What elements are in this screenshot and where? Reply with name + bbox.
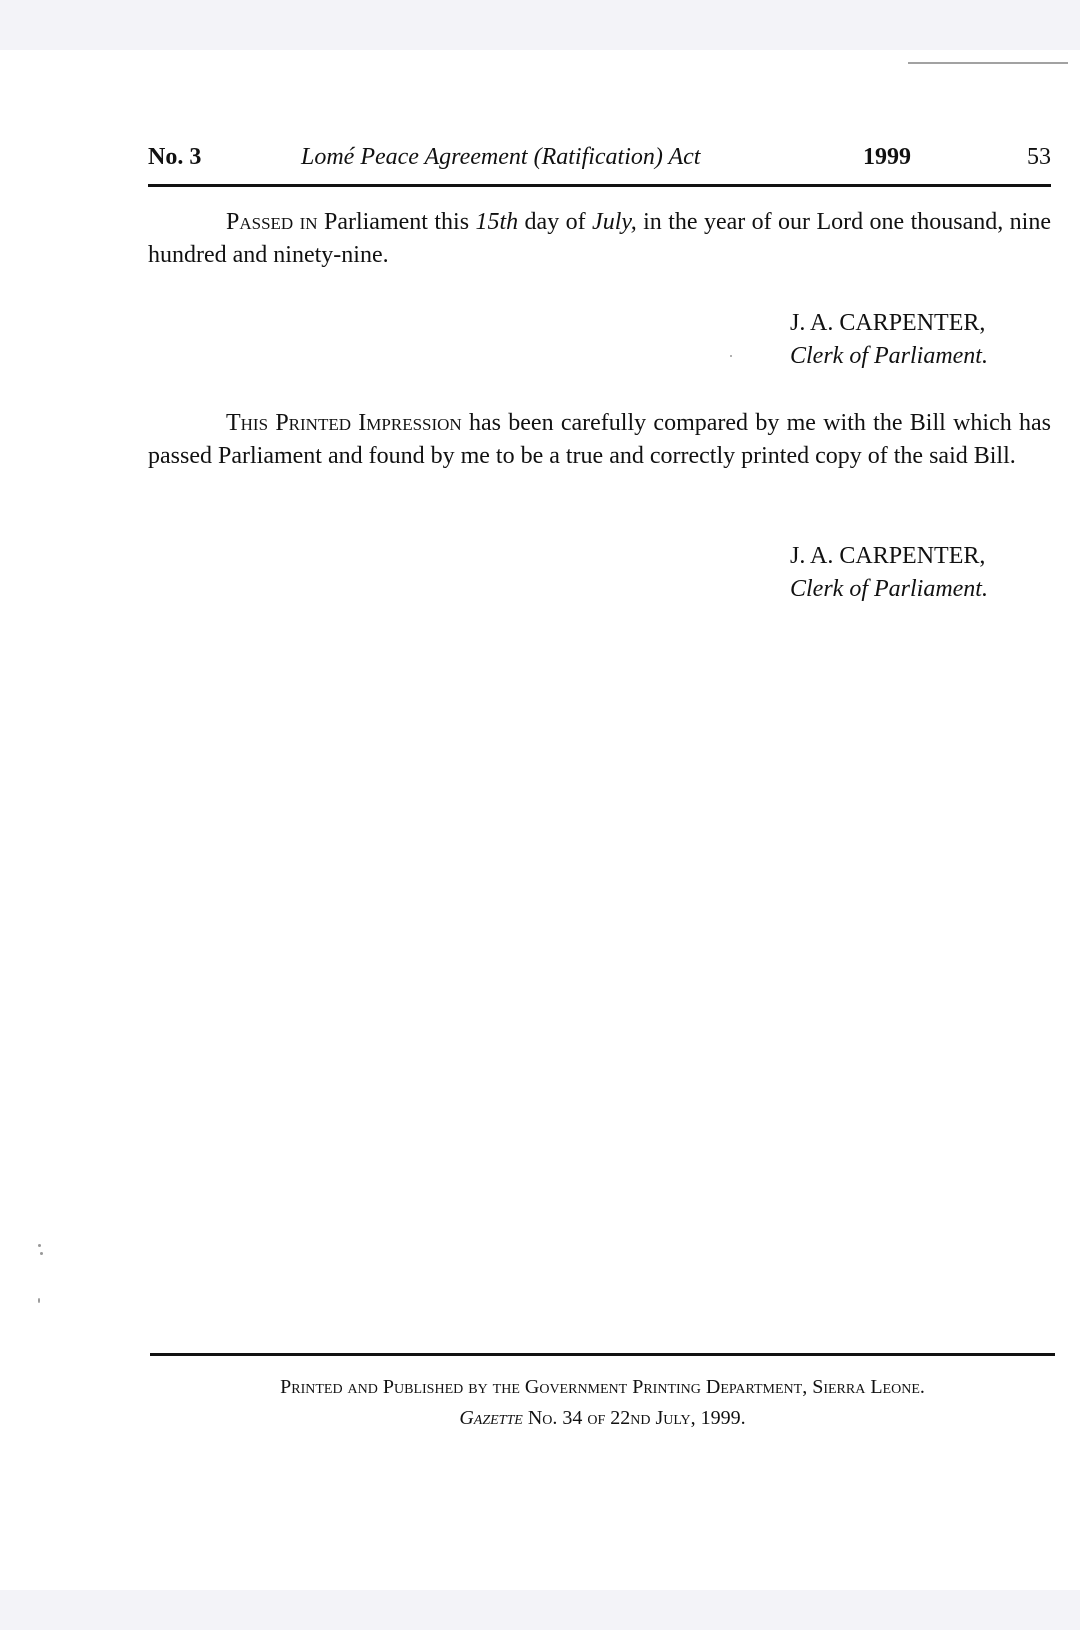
passed-text-a: Parliament this bbox=[317, 209, 476, 235]
scan-speck bbox=[38, 1244, 41, 1247]
act-year: 1999 bbox=[863, 144, 911, 170]
passed-day: 15th bbox=[475, 209, 519, 235]
scan-speck bbox=[38, 1298, 40, 1303]
signatory-name: J. A. CARPENTER, bbox=[790, 543, 986, 569]
impression-lead: This Printed Impression bbox=[226, 410, 462, 436]
act-title: Lomé Peace Agreement (Ratification) Act bbox=[301, 144, 701, 170]
passed-text-c: in the year of our Lord one thousand, nine hundred and ninety-nine. bbox=[148, 209, 1052, 268]
act-number: No. 3 bbox=[148, 144, 202, 170]
impression-text: has been carefully compared by me with the Bill which has passed Parliament and found by me to be a true and correctly printed copy of the said Bill. bbox=[148, 410, 1051, 469]
scan-artifact-line bbox=[908, 62, 1068, 64]
page-header bbox=[148, 140, 1051, 180]
gazette-line bbox=[150, 1403, 1055, 1433]
signatory-role: Clerk of Parliament. bbox=[790, 343, 988, 369]
gazette-details: No. 34 of 22nd July, 1999. bbox=[522, 1407, 746, 1429]
signature-block-1 bbox=[790, 307, 1050, 373]
gazette-word: Gazette bbox=[459, 1407, 523, 1429]
scan-speck bbox=[730, 355, 732, 357]
signatory-name: J. A. CARPENTER, bbox=[790, 310, 986, 336]
scan-speck bbox=[40, 1252, 43, 1255]
passed-month: July, bbox=[592, 209, 637, 235]
footer-rule bbox=[150, 1353, 1055, 1356]
passed-paragraph bbox=[148, 206, 1051, 272]
printer-line: Printed and Published by the Government Printing Department, Sierra Leone. bbox=[280, 1376, 925, 1398]
impression-paragraph bbox=[148, 407, 1051, 473]
signatory-role: Clerk of Parliament. bbox=[790, 576, 988, 602]
passed-lead: Passed in bbox=[226, 209, 318, 235]
page-number: 53 bbox=[1027, 144, 1051, 170]
passed-text-b: day of bbox=[518, 209, 593, 235]
document-page bbox=[0, 50, 1080, 1590]
signature-block-2 bbox=[790, 540, 1050, 606]
header-rule bbox=[148, 184, 1051, 187]
